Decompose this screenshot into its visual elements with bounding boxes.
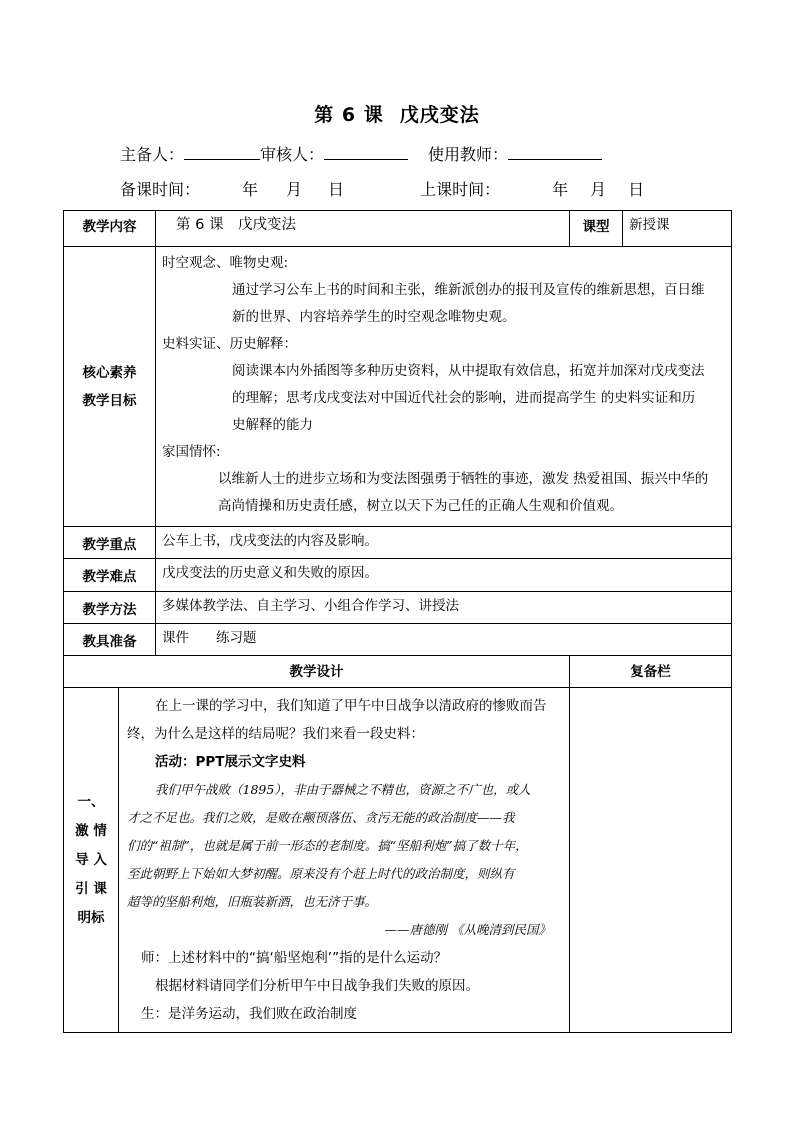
quote-line-3: 们的“祖制”，也就是属于前一形态的老制度。搞“坚船利炮”搞了数十年， (127, 838, 528, 853)
main-preparer-label: 主备人： (120, 145, 185, 164)
lesson-plan-table (63, 210, 732, 1033)
design-content (119, 688, 570, 1033)
prep-time-label: 备课时间： (120, 180, 201, 199)
class-month: 月 (590, 180, 607, 199)
teacher-question: 师：上述材料中的“搞‘船坚炮利’”指的是什么运动？ (141, 950, 448, 966)
class-day: 日 (628, 180, 645, 199)
activity-line: 活动：PPT展示文字史料 (155, 754, 306, 770)
goal-text-2b: 的理解；思考戊戌变法对中国近代社会的影响，进而提高学生 的史料实证和历 (232, 390, 696, 406)
key-points-value: 公车上书，戊戌变法的内容及影响。 (156, 527, 732, 559)
class-year: 年 (552, 180, 569, 199)
lesson-name: 戊戌变法 (399, 104, 480, 126)
lesson-number: 第 6 课 (314, 104, 384, 126)
quote-line-2: 才之不足也。我们之败，是败在颟顸落伍、贪污无能的政治制度——我 (127, 810, 515, 825)
methods-label: 教学方法 (64, 592, 156, 624)
student-answer: 生：是洋务运动，我们败在政治制度 (141, 1006, 357, 1022)
quote-line-5: 超等的坚船利炮，旧瓶装新酒，也无济于事。 (127, 894, 378, 909)
goal-text-3a: 以维新人士的进步立场和为变法图强勇于牺牲的事迹，激发 热爱祖国、振兴中华的 (218, 471, 709, 487)
intro-line-2: 终，为什么是这样的结局呢？我们来看一段史料： (127, 726, 424, 742)
prep-year: 年 (242, 180, 259, 199)
stage-label-5: 明标 (77, 909, 105, 926)
goal-heading-2: 史料实证、历史解释： (162, 336, 297, 352)
tools-label: 教具准备 (64, 624, 156, 656)
goal-heading-1: 时空观念、唯物史观: (162, 255, 289, 271)
type-label: 课型 (570, 211, 623, 247)
staff-line (120, 142, 602, 165)
type-value: 新授课 (623, 211, 732, 247)
stage-label-4: 引 课 (75, 880, 107, 897)
design-header: 教学设计 (64, 656, 570, 688)
goal-text-1b: 新的世界、内容培养学生的时空观念唯物史观。 (232, 309, 516, 325)
prep-day: 日 (328, 180, 345, 199)
prep-month: 月 (286, 180, 303, 199)
reviewer-field[interactable] (324, 145, 408, 160)
quote-citation: ——唐德刚 《从晚清到民国》 (384, 922, 551, 937)
review-header: 复备栏 (570, 656, 732, 688)
stage-label-2: 激 情 (75, 822, 107, 839)
teacher-instruction: 根据材料请同学们分析甲午中日战争我们失败的原因。 (155, 978, 479, 994)
stage-label-1: 一、 (77, 793, 105, 810)
class-time-label: 上课时间： (420, 180, 501, 199)
methods-value: 多媒体教学法、自主学习、小组合作学习、讲授法 (156, 592, 732, 624)
goals-content (156, 247, 732, 527)
quote-line-1: 我们甲午战败（1895），非由于器械之不精也，资源之不广也，或人 (155, 782, 531, 797)
teacher-label: 使用教师： (428, 145, 509, 164)
review-column[interactable] (570, 688, 732, 1033)
difficulties-label: 教学难点 (64, 559, 156, 592)
page-title (0, 100, 794, 127)
content-label: 教学内容 (64, 211, 156, 247)
time-line (120, 177, 644, 200)
goals-label (64, 247, 156, 527)
goal-text-3b: 高尚情操和历史责任感，树立以天下为己任的正确人生观和价值观。 (218, 498, 623, 514)
main-preparer-field[interactable] (184, 145, 260, 160)
key-points-label: 教学重点 (64, 527, 156, 559)
stage-label (64, 688, 119, 1033)
stage-label-3: 导 入 (75, 851, 107, 868)
content-value: 第 6 课 戊戌变法 (156, 211, 570, 247)
goals-label-line2: 教学目标 (82, 392, 137, 409)
goal-text-2c: 史解释的能力 (232, 417, 313, 433)
goal-heading-3: 家国情怀: (162, 444, 221, 460)
goal-text-2a: 阅读课本内外插图等多种历史资料，从中提取有效信息，拓宽并加深对戊戌变法 (232, 363, 705, 379)
teacher-field[interactable] (508, 145, 602, 160)
goals-label-line1: 核心素养 (82, 364, 137, 381)
goal-text-1a: 通过学习公车上书的时间和主张，维新派创办的报刊及宣传的维新思想，百日维 (232, 282, 705, 298)
quote-line-4: 至此朝野上下始如大梦初醒。原来没有个赶上时代的政治制度，则纵有 (127, 866, 515, 881)
intro-line-1: 在上一课的学习中，我们知道了甲午中日战争以清政府的惨败而告 (155, 698, 547, 714)
reviewer-label: 审核人： (260, 145, 325, 164)
tools-value: 课件 练习题 (156, 624, 732, 656)
difficulties-value: 戊戌变法的历史意义和失败的原因。 (156, 559, 732, 592)
